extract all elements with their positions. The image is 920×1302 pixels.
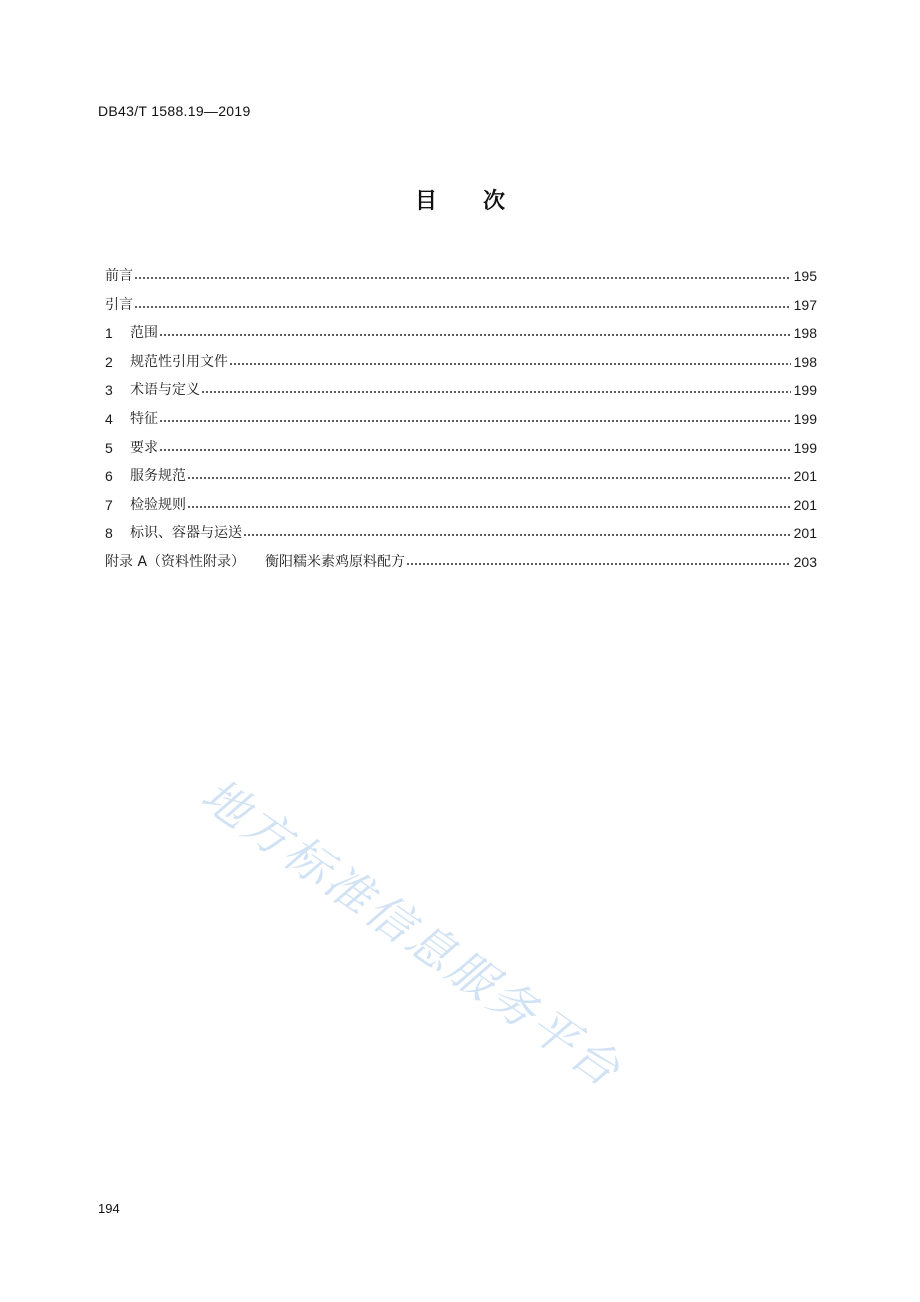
- toc-entry-foreword[interactable]: [105, 262, 817, 291]
- toc-entry-service-spec[interactable]: [105, 462, 817, 491]
- toc-entry-introduction[interactable]: [105, 291, 817, 320]
- toc-entry-label: 前言: [105, 268, 133, 284]
- toc-entry-label: 服务规范: [130, 468, 186, 485]
- toc-entry-page: 198: [793, 353, 817, 370]
- toc-entry-number: 3: [105, 382, 113, 399]
- toc-entry-requirements[interactable]: [105, 434, 817, 463]
- toc-entry-label: 术语与定义: [130, 382, 200, 399]
- watermark-text: 地方标准信息服务平台: [191, 767, 633, 1099]
- toc-entry-label: 要求: [130, 439, 158, 456]
- toc-leader-dots: [242, 519, 792, 548]
- toc-entry-page: 203: [793, 553, 817, 570]
- toc-title-part2: 次: [483, 189, 506, 214]
- toc-entry-label: 引言: [105, 296, 133, 313]
- page-number: 194: [98, 1201, 120, 1216]
- toc-leader-dots: [158, 405, 792, 434]
- toc-entry-number: 4: [105, 410, 113, 427]
- toc-entry-label: 标识、容器与运送: [130, 525, 242, 542]
- toc-entry-page: 195: [793, 268, 817, 284]
- toc-entry-page: 201: [793, 525, 817, 542]
- toc-entry-number: 7: [105, 496, 113, 513]
- toc-leader-dots: [186, 462, 792, 491]
- toc-leader-dots: [133, 291, 792, 320]
- toc-list: [105, 262, 817, 577]
- toc-leader-dots: [186, 491, 792, 520]
- toc-entry-scope[interactable]: [105, 319, 817, 348]
- toc-entry-label: 范围: [130, 325, 158, 342]
- toc-entry-number: 2: [105, 353, 113, 370]
- toc-entry-label: 特征: [130, 410, 158, 427]
- toc-entry-page: 201: [793, 468, 817, 485]
- toc-leader-dots: [405, 548, 792, 577]
- toc-entry-appendix-prefix: 附录 A（资料性附录）: [105, 553, 246, 570]
- toc-entry-characteristics[interactable]: [105, 405, 817, 434]
- toc-entry-page: 198: [793, 325, 817, 342]
- toc-leader-dots: [228, 348, 792, 377]
- toc-entry-page: 199: [793, 439, 817, 456]
- toc-leader-dots: [158, 434, 792, 463]
- toc-entry-page: 201: [793, 496, 817, 513]
- toc-entry-number: 6: [105, 468, 113, 485]
- toc-leader-dots: [133, 262, 792, 291]
- toc-entry-page: 199: [793, 382, 817, 399]
- toc-title-part1: 目: [414, 189, 437, 214]
- toc-entry-number: 8: [105, 525, 113, 542]
- toc-entry-label: 规范性引用文件: [130, 353, 228, 370]
- toc-entry-appendix-a[interactable]: [105, 548, 817, 577]
- document-code: DB43/T 1588.19—2019: [98, 103, 251, 119]
- toc-leader-dots: [158, 319, 792, 348]
- toc-entry-inspection-rules[interactable]: [105, 491, 817, 520]
- toc-entry-number: 5: [105, 439, 113, 456]
- toc-entry-page: 199: [793, 410, 817, 427]
- toc-entry-number: 1: [105, 325, 113, 342]
- toc-entry-marking-transport[interactable]: [105, 519, 817, 548]
- toc-entry-label: 衡阳糯米素鸡原料配方: [265, 553, 406, 570]
- toc-entry-normative-references[interactable]: [105, 348, 817, 377]
- toc-title: [0, 184, 920, 215]
- toc-leader-dots: [200, 376, 792, 405]
- toc-entry-page: 197: [793, 296, 817, 313]
- toc-entry-terms-definitions[interactable]: [105, 376, 817, 405]
- toc-entry-label: 检验规则: [130, 496, 186, 513]
